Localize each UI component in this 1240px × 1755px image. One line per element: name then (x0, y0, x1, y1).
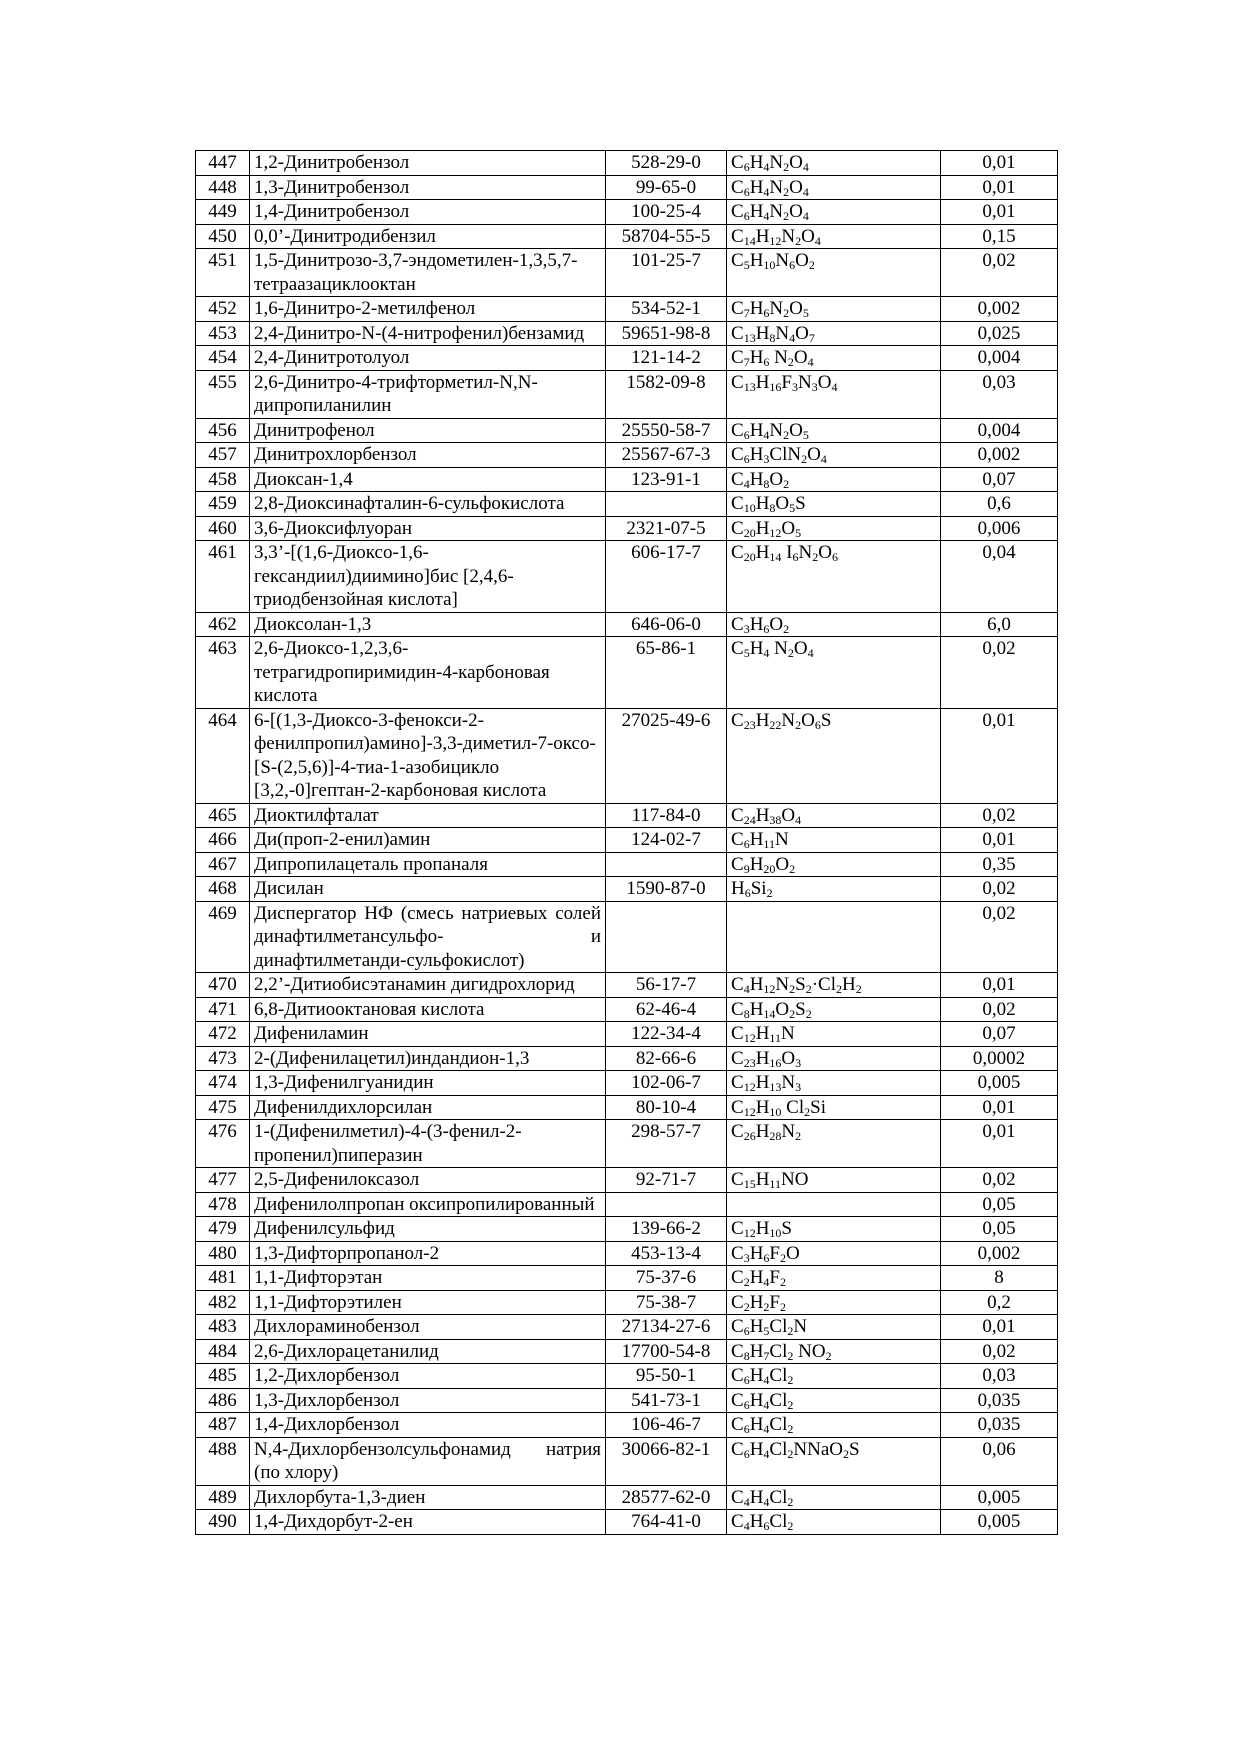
limit-value-cell: 0,03 (941, 370, 1058, 418)
substance-name-cell: Динитрофенол (250, 418, 606, 443)
formula-cell: $C_6H_4Cl_2$ (727, 1388, 941, 1413)
row-number-cell: 484 (196, 1339, 250, 1364)
substance-name-cell: 1,3-Дифенилгуанидин (250, 1071, 606, 1096)
limit-value-cell: 8 (941, 1266, 1058, 1291)
cas-number-cell: 528-29-0 (606, 151, 727, 176)
substance-name-cell: Дифениламин (250, 1022, 606, 1047)
limit-value-cell: 0,01 (941, 708, 1058, 803)
formula-cell: $C_6H_3ClN_2O_4$ (727, 443, 941, 468)
table-row (196, 249, 1058, 297)
limit-value-cell: 0,002 (941, 443, 1058, 468)
table-row (196, 877, 1058, 902)
substance-name-cell: N,4-Дихлорбензолсульфонамид натрия (по хлору) (250, 1437, 606, 1485)
limit-value-cell: 0,002 (941, 297, 1058, 322)
row-number-cell: 448 (196, 175, 250, 200)
table-row (196, 1485, 1058, 1510)
row-number-cell: 489 (196, 1485, 250, 1510)
substance-name-cell: 1,2-Динитробензол (250, 151, 606, 176)
limit-value-cell: 0,6 (941, 492, 1058, 517)
substance-name-cell: 1,4-Дихдорбут-2-ен (250, 1510, 606, 1535)
substance-name-cell: 1,1-Дифторэтан (250, 1266, 606, 1291)
limit-value-cell: 0,02 (941, 877, 1058, 902)
formula-cell: $C_6H_4Cl_2$ (727, 1364, 941, 1389)
table-row (196, 803, 1058, 828)
row-number-cell: 475 (196, 1095, 250, 1120)
formula-cell: $C_4H_4Cl_2$ (727, 1485, 941, 1510)
limit-value-cell: 0,01 (941, 200, 1058, 225)
substance-name-cell: 3,6-Диоксифлуоран (250, 516, 606, 541)
substance-name-cell: 2-(Дифенилацетил)индандион-1,3 (250, 1046, 606, 1071)
formula-cell: $C_5H_{10}N_6O_2$ (727, 249, 941, 297)
formula-cell: $C_{24}H_{38}O_4$ (727, 803, 941, 828)
cas-number-cell: 25550-58-7 (606, 418, 727, 443)
cas-number-cell: 80-10-4 (606, 1095, 727, 1120)
row-number-cell: 485 (196, 1364, 250, 1389)
row-number-cell: 450 (196, 224, 250, 249)
cas-number-cell: 139-66-2 (606, 1217, 727, 1242)
substance-name-cell: 1,3-Дихлорбензол (250, 1388, 606, 1413)
row-number-cell: 466 (196, 828, 250, 853)
substance-name-cell: 0,0’-Динитродибензил (250, 224, 606, 249)
substance-name-cell: Дихлорбута-1,3-диен (250, 1485, 606, 1510)
formula-cell: $C_{20}H_{14}$ $I_6N_2O_6$ (727, 541, 941, 613)
substance-name-cell: 1,4-Динитробензол (250, 200, 606, 225)
row-number-cell: 461 (196, 541, 250, 613)
substance-name-cell: Дисилан (250, 877, 606, 902)
cas-number-cell: 59651-98-8 (606, 321, 727, 346)
table-row (196, 612, 1058, 637)
limit-value-cell: 0,2 (941, 1290, 1058, 1315)
cas-number-cell: 646-06-0 (606, 612, 727, 637)
substance-name-cell: Дихлораминобензол (250, 1315, 606, 1340)
row-number-cell: 486 (196, 1388, 250, 1413)
formula-cell: $C_6H_4Cl_2NNaO_2S$ (727, 1437, 941, 1485)
substance-name-cell: Диоксолан-1,3 (250, 612, 606, 637)
table-row (196, 516, 1058, 541)
formula-cell: $C_2H_2F_2$ (727, 1290, 941, 1315)
formula-cell (727, 1192, 941, 1217)
row-number-cell: 451 (196, 249, 250, 297)
limit-value-cell: 0,07 (941, 467, 1058, 492)
cas-number-cell: 27025-49-6 (606, 708, 727, 803)
table-row (196, 200, 1058, 225)
formula-cell: $C_{26}H_{28}N_2$ (727, 1120, 941, 1168)
formula-cell: $C_{10}H_8O_5S$ (727, 492, 941, 517)
substance-name-cell: 1-(Дифенилметил)-4-(3-фенил-2-пропенил)пиперазин (250, 1120, 606, 1168)
substance-name-cell: 6,8-Дитиооктановая кислота (250, 997, 606, 1022)
substance-name-cell: Диоксан-1,4 (250, 467, 606, 492)
row-number-cell: 467 (196, 852, 250, 877)
table-row (196, 1241, 1058, 1266)
substance-name-cell: Дипропилацеталь пропаналя (250, 852, 606, 877)
limit-value-cell: 0,02 (941, 637, 1058, 709)
row-number-cell: 477 (196, 1168, 250, 1193)
formula-cell: $C_8H_7Cl_2$ $NO_2$ (727, 1339, 941, 1364)
formula-cell: $C_3H_6F_2O$ (727, 1241, 941, 1266)
substance-name-cell: 1,4-Дихлорбензол (250, 1413, 606, 1438)
limit-value-cell: 0,02 (941, 997, 1058, 1022)
table-row (196, 541, 1058, 613)
formula-cell: $C_8H_{14}O_2S_2$ (727, 997, 941, 1022)
table-row (196, 1022, 1058, 1047)
table-row (196, 852, 1058, 877)
formula-cell: $C_7H_6N_2O_5$ (727, 297, 941, 322)
formula-cell: $C_6H_5Cl_2N$ (727, 1315, 941, 1340)
substance-name-cell: 1,1-Дифторэтилен (250, 1290, 606, 1315)
cas-number-cell: 764-41-0 (606, 1510, 727, 1535)
substance-name-cell: 2,8-Диоксинафталин-6-сульфокислота (250, 492, 606, 517)
formula-cell: $C_6H_4N_2O_4$ (727, 151, 941, 176)
row-number-cell: 473 (196, 1046, 250, 1071)
cas-number-cell: 82-66-6 (606, 1046, 727, 1071)
row-number-cell: 488 (196, 1437, 250, 1485)
limit-value-cell: 0,002 (941, 1241, 1058, 1266)
row-number-cell: 462 (196, 612, 250, 637)
row-number-cell: 465 (196, 803, 250, 828)
cas-number-cell: 122-34-4 (606, 1022, 727, 1047)
formula-cell: $C_3H_6O_2$ (727, 612, 941, 637)
substance-name-cell: 2,5-Дифенилоксазол (250, 1168, 606, 1193)
table-row (196, 321, 1058, 346)
table-row (196, 1095, 1058, 1120)
formula-cell: $C_4H_{12}N_2S_2\cdot Cl_2H_2$ (727, 973, 941, 998)
cas-number-cell: 1582-09-8 (606, 370, 727, 418)
cas-number-cell: 99-65-0 (606, 175, 727, 200)
table-row (196, 1071, 1058, 1096)
limit-value-cell: 0,05 (941, 1217, 1058, 1242)
substance-name-cell: Дифенилсульфид (250, 1217, 606, 1242)
limit-value-cell: 0,005 (941, 1071, 1058, 1096)
formula-cell: $C_{15}H_{11}NO$ (727, 1168, 941, 1193)
table-row (196, 1413, 1058, 1438)
table-row (196, 1290, 1058, 1315)
cas-number-cell: 541-73-1 (606, 1388, 727, 1413)
table-body (196, 151, 1058, 1535)
formula-cell: $C_{23}H_{16}O_3$ (727, 1046, 941, 1071)
cas-number-cell: 62-46-4 (606, 997, 727, 1022)
table-row (196, 443, 1058, 468)
row-number-cell: 483 (196, 1315, 250, 1340)
substance-name-cell: Диспергатор НФ (смесь натриевых солей динафтилметансульфо- и динафтилметанди-сульфокислот) (250, 901, 606, 973)
limit-value-cell: 0,03 (941, 1364, 1058, 1389)
table-row (196, 370, 1058, 418)
limit-value-cell: 0,02 (941, 901, 1058, 973)
formula-cell: $C_{13}H_8N_4O_7$ (727, 321, 941, 346)
cas-number-cell: 121-14-2 (606, 346, 727, 371)
substance-name-cell: 2,6-Динитро-4-трифторметил-N,N-дипропиланилин (250, 370, 606, 418)
limit-value-cell: 0,005 (941, 1485, 1058, 1510)
table-row (196, 1510, 1058, 1535)
substance-name-cell: 2,4-Динитротолуол (250, 346, 606, 371)
table-row (196, 1217, 1058, 1242)
table-row (196, 997, 1058, 1022)
limit-value-cell: 0,005 (941, 1510, 1058, 1535)
row-number-cell: 447 (196, 151, 250, 176)
table-row (196, 1046, 1058, 1071)
cas-number-cell: 65-86-1 (606, 637, 727, 709)
cas-number-cell: 25567-67-3 (606, 443, 727, 468)
row-number-cell: 470 (196, 973, 250, 998)
limit-value-cell: 0,35 (941, 852, 1058, 877)
cas-number-cell: 92-71-7 (606, 1168, 727, 1193)
formula-cell: $C_6H_4N_2O_4$ (727, 200, 941, 225)
row-number-cell: 478 (196, 1192, 250, 1217)
table-row (196, 1168, 1058, 1193)
cas-number-cell: 100-25-4 (606, 200, 727, 225)
formula-cell: $C_{20}H_{12}O_5$ (727, 516, 941, 541)
cas-number-cell: 17700-54-8 (606, 1339, 727, 1364)
substance-name-cell: 1,3-Динитробензол (250, 175, 606, 200)
row-number-cell: 459 (196, 492, 250, 517)
row-number-cell: 487 (196, 1413, 250, 1438)
table-row (196, 151, 1058, 176)
cas-number-cell: 453-13-4 (606, 1241, 727, 1266)
cas-number-cell (606, 1192, 727, 1217)
substance-name-cell: Динитрохлорбензол (250, 443, 606, 468)
table-row (196, 1120, 1058, 1168)
limit-value-cell: 0,01 (941, 973, 1058, 998)
table-row (196, 1388, 1058, 1413)
table-row (196, 418, 1058, 443)
substance-name-cell: 2,2’-Дитиобисэтанамин дигидрохлорид (250, 973, 606, 998)
substance-name-cell: 2,4-Динитро-N-(4-нитрофенил)бензамид (250, 321, 606, 346)
row-number-cell: 481 (196, 1266, 250, 1291)
table-row (196, 637, 1058, 709)
table-row (196, 973, 1058, 998)
formula-cell: $C_{13}H_{16}F_3N_3O_4$ (727, 370, 941, 418)
row-number-cell: 460 (196, 516, 250, 541)
formula-cell: $C_{12}H_{10}S$ (727, 1217, 941, 1242)
limit-value-cell: 0,025 (941, 321, 1058, 346)
formula-cell (727, 901, 941, 973)
table-row (196, 1364, 1058, 1389)
row-number-cell: 482 (196, 1290, 250, 1315)
limit-value-cell: 0,01 (941, 828, 1058, 853)
row-number-cell: 464 (196, 708, 250, 803)
limit-value-cell: 0,004 (941, 346, 1058, 371)
limit-value-cell: 0,01 (941, 1315, 1058, 1340)
row-number-cell: 468 (196, 877, 250, 902)
row-number-cell: 455 (196, 370, 250, 418)
formula-cell: $C_7H_6$ $N_2O_4$ (727, 346, 941, 371)
limit-value-cell: 0,06 (941, 1437, 1058, 1485)
cas-number-cell: 30066-82-1 (606, 1437, 727, 1485)
formula-cell: $C_6H_4N_2O_5$ (727, 418, 941, 443)
substance-name-cell: Ди(проп-2-енил)амин (250, 828, 606, 853)
row-number-cell: 456 (196, 418, 250, 443)
table-row (196, 1437, 1058, 1485)
row-number-cell: 472 (196, 1022, 250, 1047)
limit-value-cell: 0,035 (941, 1413, 1058, 1438)
cas-number-cell: 534-52-1 (606, 297, 727, 322)
row-number-cell: 471 (196, 997, 250, 1022)
table-row (196, 224, 1058, 249)
formula-cell: $C_6H_4N_2O_4$ (727, 175, 941, 200)
limit-value-cell: 0,035 (941, 1388, 1058, 1413)
cas-number-cell: 95-50-1 (606, 1364, 727, 1389)
substance-name-cell: 3,3’-[(1,6-Диоксо-1,6-гександиил)диимино]бис [2,4,6-триодбензойная кислота] (250, 541, 606, 613)
cas-number-cell (606, 492, 727, 517)
row-number-cell: 452 (196, 297, 250, 322)
limit-value-cell: 0,15 (941, 224, 1058, 249)
row-number-cell: 480 (196, 1241, 250, 1266)
substance-name-cell: Диоктилфталат (250, 803, 606, 828)
cas-number-cell: 106-46-7 (606, 1413, 727, 1438)
table-row (196, 175, 1058, 200)
formula-cell: $C_{12}H_{10}$ $Cl_2Si$ (727, 1095, 941, 1120)
formula-cell: $C_6H_{11}N$ (727, 828, 941, 853)
substance-name-cell: 2,6-Диоксо-1,2,3,6-тетрагидропиримидин-4-карбоновая кислота (250, 637, 606, 709)
cas-number-cell: 56-17-7 (606, 973, 727, 998)
cas-number-cell: 117-84-0 (606, 803, 727, 828)
cas-number-cell: 123-91-1 (606, 467, 727, 492)
cas-number-cell: 606-17-7 (606, 541, 727, 613)
substance-name-cell: 1,2-Дихлорбензол (250, 1364, 606, 1389)
limit-value-cell: 0,07 (941, 1022, 1058, 1047)
formula-cell: $C_2H_4F_2$ (727, 1266, 941, 1291)
formula-cell: $C_{12}H_{13}N_3$ (727, 1071, 941, 1096)
formula-cell: $C_{12}H_{11}N$ (727, 1022, 941, 1047)
row-number-cell: 454 (196, 346, 250, 371)
formula-cell: $C_{14}H_{12}N_2O_4$ (727, 224, 941, 249)
cas-number-cell: 1590-87-0 (606, 877, 727, 902)
formula-cell: $H_6Si_2$ (727, 877, 941, 902)
substance-name-cell: 1,6-Динитро-2-метилфенол (250, 297, 606, 322)
substance-name-cell: 1,5-Динитрозо-3,7-эндометилен-1,3,5,7-тетраазациклооктан (250, 249, 606, 297)
table-row (196, 297, 1058, 322)
limit-value-cell: 0,05 (941, 1192, 1058, 1217)
table-row (196, 708, 1058, 803)
row-number-cell: 479 (196, 1217, 250, 1242)
table-row (196, 1266, 1058, 1291)
row-number-cell: 490 (196, 1510, 250, 1535)
cas-number-cell: 28577-62-0 (606, 1485, 727, 1510)
cas-number-cell: 75-37-6 (606, 1266, 727, 1291)
cas-number-cell: 2321-07-5 (606, 516, 727, 541)
cas-number-cell: 58704-55-5 (606, 224, 727, 249)
limit-value-cell: 0,006 (941, 516, 1058, 541)
formula-cell: $C_9H_{20}O_2$ (727, 852, 941, 877)
table-row (196, 901, 1058, 973)
cas-number-cell (606, 901, 727, 973)
table-row (196, 1192, 1058, 1217)
limit-value-cell: 0,01 (941, 1095, 1058, 1120)
substance-table (195, 150, 1058, 1535)
cas-number-cell (606, 852, 727, 877)
row-number-cell: 474 (196, 1071, 250, 1096)
limit-value-cell: 0,02 (941, 249, 1058, 297)
limit-value-cell: 6,0 (941, 612, 1058, 637)
row-number-cell: 458 (196, 467, 250, 492)
formula-cell: $C_4H_6Cl_2$ (727, 1510, 941, 1535)
row-number-cell: 449 (196, 200, 250, 225)
limit-value-cell: 0,02 (941, 803, 1058, 828)
substance-name-cell: 2,6-Дихлорацетанилид (250, 1339, 606, 1364)
substance-name-cell: 6-[(1,3-Диоксо-3-фенокси-2-фенилпропил)амино]-3,3-диметил-7-оксо-[S-(2,5,6)]-4-тиа-1-азобицикло [3,2,-0]гептан-2-карбоновая кислота (250, 708, 606, 803)
table-row (196, 1315, 1058, 1340)
limit-value-cell: 0,01 (941, 151, 1058, 176)
cas-number-cell: 298-57-7 (606, 1120, 727, 1168)
substance-name-cell: Дифенилолпропан оксипропилированный (250, 1192, 606, 1217)
cas-number-cell: 101-25-7 (606, 249, 727, 297)
row-number-cell: 457 (196, 443, 250, 468)
substance-name-cell: Дифенилдихлорсилан (250, 1095, 606, 1120)
formula-cell: $C_{23}H_{22}N_2O_6S$ (727, 708, 941, 803)
limit-value-cell: 0,01 (941, 1120, 1058, 1168)
table-row (196, 467, 1058, 492)
cas-number-cell: 75-38-7 (606, 1290, 727, 1315)
substance-name-cell: 1,3-Дифторпропанол-2 (250, 1241, 606, 1266)
limit-value-cell: 0,0002 (941, 1046, 1058, 1071)
cas-number-cell: 27134-27-6 (606, 1315, 727, 1340)
table-row (196, 828, 1058, 853)
limit-value-cell: 0,01 (941, 175, 1058, 200)
limit-value-cell: 0,04 (941, 541, 1058, 613)
formula-cell: $C_6H_4Cl_2$ (727, 1413, 941, 1438)
row-number-cell: 469 (196, 901, 250, 973)
limit-value-cell: 0,02 (941, 1339, 1058, 1364)
table-row (196, 492, 1058, 517)
formula-cell: $C_4H_8O_2$ (727, 467, 941, 492)
row-number-cell: 453 (196, 321, 250, 346)
row-number-cell: 463 (196, 637, 250, 709)
cas-number-cell: 124-02-7 (606, 828, 727, 853)
formula-cell: $C_5H_4$ $N_2O_4$ (727, 637, 941, 709)
table-row (196, 346, 1058, 371)
limit-value-cell: 0,004 (941, 418, 1058, 443)
table-row (196, 1339, 1058, 1364)
limit-value-cell: 0,02 (941, 1168, 1058, 1193)
cas-number-cell: 102-06-7 (606, 1071, 727, 1096)
row-number-cell: 476 (196, 1120, 250, 1168)
